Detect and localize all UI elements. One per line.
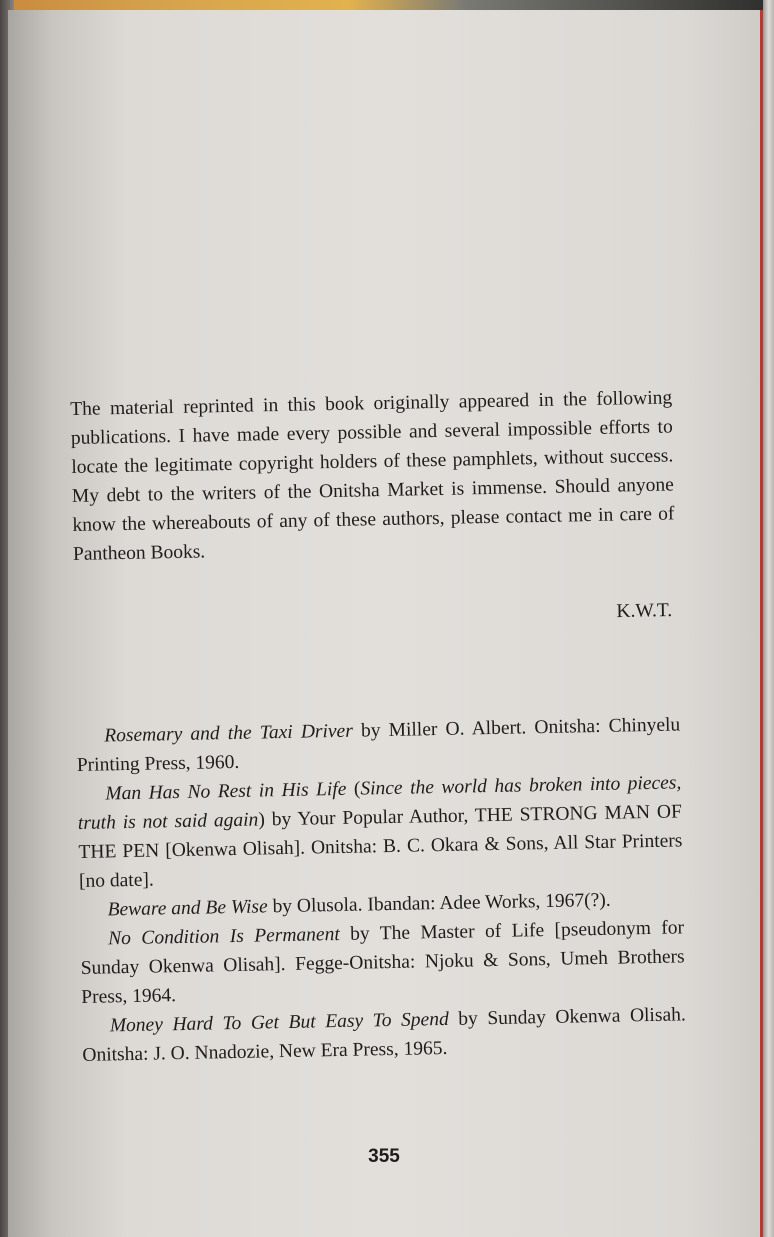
- book-page: [8, 10, 763, 1237]
- publication-details: by Olusola. Ibandan: Adee Works, 1967(?).: [267, 889, 611, 918]
- publication-details: by The Master of Life [pseudonym for Sunday Okenwa Olisah]. Fegge-Onitsha: Njoku & Sons, Umeh Brothers Press, 1964.: [80, 917, 685, 1008]
- publication-details: by Miller O. Albert. Onitsha: Chinyelu Printing Press, 1960.: [76, 714, 681, 776]
- publication-title: Beware and Be Wise: [107, 896, 268, 921]
- publication-details: ) by Your Popular Author, THE STRONG MAN OF THE PEN [Okenwa Olisah]. Onitsha: B. C. Okara & Sons, All Star Printers [no date].: [78, 801, 683, 892]
- publication-title: Man Has No Rest in His Life: [105, 778, 347, 805]
- signature-initials: K.W.T.: [616, 600, 673, 623]
- acknowledgement-paragraph: [70, 383, 675, 569]
- publication-entry: [77, 768, 683, 896]
- publication-title: Money Hard To Get But Easy To Spend: [109, 1008, 449, 1037]
- publication-title: No Condition Is Permanent: [107, 923, 340, 950]
- page-number: 355: [368, 1146, 400, 1167]
- publication-details: by Sunday Okenwa Olisah. Onitsha: J. O. Nnadozie, New Era Press, 1965.: [82, 1004, 686, 1066]
- publication-title: Rosemary and the Taxi Driver: [104, 720, 354, 747]
- publication-entry: [82, 1000, 687, 1070]
- page-edge: [763, 0, 774, 1237]
- publication-subtitle: Since the world has broken into pieces, truth is not said again: [77, 772, 682, 834]
- publication-entry: [80, 913, 686, 1012]
- publication-list: [76, 710, 687, 1070]
- publication-details: (: [346, 778, 361, 800]
- acknowledgement-text: The material reprinted in this book originally appeared in the following publications. I have made every possible and several impossible efforts to locate the legitimate copyright holders of these pamphlets, without success. My debt to the writers of the Onitsha Market is immense. Should anyone know the whereabouts of any of these authors, please contact me in care of Pantheon Books.: [70, 387, 675, 565]
